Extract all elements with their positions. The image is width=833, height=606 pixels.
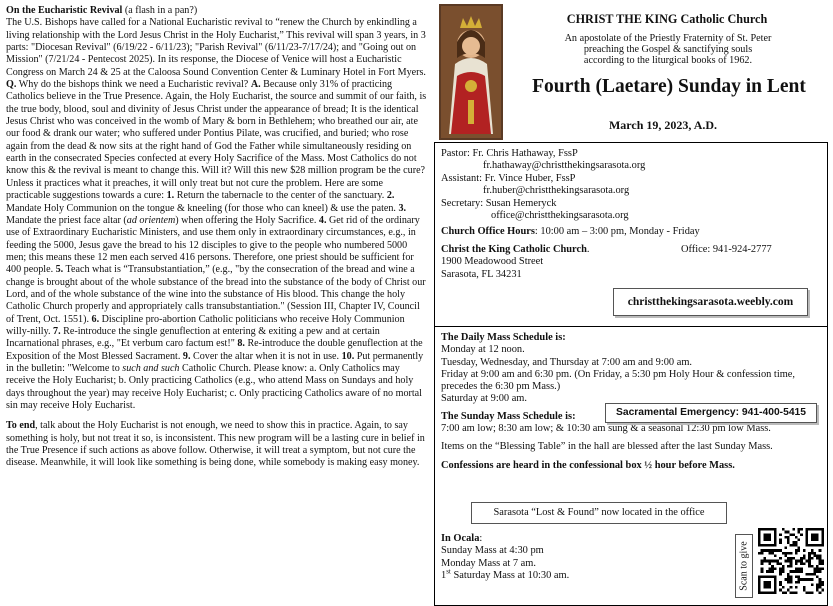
article-qa	[6, 79, 428, 412]
sunday-mass-title: The Sunday Mass Schedule is:	[441, 410, 576, 422]
bulletin-date: March 19, 2023, A.D.	[608, 118, 718, 132]
suggestion-italic: ad orientem	[126, 214, 176, 226]
secretary-line: Secretary: Susan Hemeryck	[441, 197, 557, 209]
ocala-title: In Ocala	[441, 533, 480, 544]
suggestion-text: ) when offering the Holy Sacrifice.	[175, 214, 319, 226]
suggestion-text: Re-introduce the single genuflection at entering & exiting a pew and at certain Incarnational phrases, e.g., "Et verbum caro factum est!"	[6, 325, 380, 350]
ocala-ordinal-suffix: st	[446, 567, 451, 576]
pastor-email[interactable]: fr.hathaway@christthekingsarasota.org	[483, 160, 646, 172]
ocala-line	[441, 567, 570, 582]
ocala-schedule	[441, 533, 569, 583]
suggestion-italic: such and such	[122, 362, 180, 374]
office-hours-value: : 10:00 am – 3:00 pm, Monday - Friday	[534, 226, 700, 238]
suggestion-text: Discipline pro-abortion Catholic politicians who receive Holy Communion willy-nilly.	[6, 313, 405, 337]
church-address-name: Christ the King Catholic Church	[441, 243, 587, 255]
schedule-box	[434, 327, 828, 606]
suggestion-number: 10.	[341, 350, 355, 362]
revival-article	[6, 5, 428, 470]
answer-text: Because only 31% of practicing Catholics believe in the True Presence. Again, the Holy Eucharist, the source and summit of our faith, is the true body, blood, soul and divinity of Jesus Christ under the appearance of bread; It is the identical Jesus Christ who was conceived in the womb of Mary & born in Bethlehem; who breathed our air, ate our food & drank our water; who suffered under Pontius Pilate, was crucified, and buried; who rose again from the dead & now sits at the right hand of God the Father while simultaneously residing on earth in the consecrated Species confected at every Holy Sacrifice of the Mass. Most Catholics do not know this & the revival is meant to change this. Will it? Will this new $28 million program be the cure? Unless it practices what it preaches, it will only treat but not cure the problem. Here are some practicable suggestions towards a cure:	[6, 79, 427, 202]
subtitle-line: preaching the Gospel & sanctifying souls	[583, 44, 753, 56]
subtitle-line: according to the liturgical books of 1962.	[583, 55, 753, 67]
suggestion-text: Return the tabernacle to the center of the sanctuary.	[174, 190, 387, 202]
subtitle-line: An apostolate of the Priestly Fraternity of St. Peter	[564, 33, 772, 44]
conclusion-label: To end	[6, 420, 36, 432]
website-link[interactable]: christthekingsarasota.weebly.com	[613, 288, 808, 316]
ocala-saturday-text: Saturday Mass at 10:30 am.	[450, 570, 570, 582]
daily-mass-title: The Daily Mass Schedule is:	[441, 332, 566, 343]
office-hours	[441, 226, 827, 238]
article-conclusion	[6, 420, 428, 469]
suggestion-number: 7.	[53, 325, 61, 337]
donation-qr-code[interactable]	[758, 528, 824, 594]
suggestion-number: 3.	[398, 202, 407, 214]
suggestion-number: 5.	[55, 264, 64, 276]
article-intro	[6, 5, 428, 79]
pastor-line: Pastor: Fr. Chris Hathaway, FssP	[441, 148, 578, 159]
suggestion-number: 1.	[166, 190, 175, 202]
liturgical-day: Fourth (Laetare) Sunday in Lent	[532, 76, 806, 97]
suggestion-text: Get rid of the ordinary use of Extraordinary Eucharistic Ministers, and use them only in extraordinary circumstances, e.g., in feeding the 5000, Jesus gave the bread to his 12 disciples to give to the people who numbered 5000 men; this means these 12 men each served 416 persons. Therefore, one priest should be sufficient for 400 people.	[6, 214, 420, 276]
daily-mass-line: Tuesday, Wednesday, and Thursday at 7:00 am and 9:00 am.	[441, 356, 692, 368]
ocala-ordinal-number: 1	[441, 570, 447, 582]
article-title: On the Eucharistic Revival	[6, 5, 123, 16]
sunday-mass-line: 7:00 am low; 8:30 am low; & 10:30 am sung & a seasonal 12:30 pm low Mass.	[441, 423, 771, 435]
suggestion-text: Re-introduce the double genuflection at the Exposition of the Most Blessed Sacrament.	[6, 338, 423, 362]
secretary-email[interactable]: office@christthekingsarasota.org	[491, 210, 629, 222]
assistant-email[interactable]: fr.huber@christthekingsarasota.org	[483, 185, 630, 197]
office-hours-label: Church Office Hours	[441, 226, 535, 238]
daily-mass-line: Monday at 12 noon.	[441, 344, 525, 356]
church-address-dot: .	[586, 243, 590, 255]
conclusion-text: , talk about the Holy Eucharist is not enough, we need to show this in practice. Again, to say something is holy, but not treat it so, is inconsistent. This new program will be a lasting cure in belief in the True Presence if such actions as above follow. Otherwise, it will treat a symptom, but not cure the disease. Meanwhile, it will look like something is being done, while somebody is making easy money.	[6, 420, 425, 469]
christ-the-king-image	[439, 4, 503, 140]
contact-info-box	[434, 142, 828, 327]
office-phone: Office: 941-924-2777	[681, 243, 772, 255]
suggestion-text: Mandate the priest face altar (	[6, 214, 127, 226]
suggestion-number: 9.	[182, 350, 191, 362]
ocala-line: Monday Mass at 7 am.	[441, 557, 536, 569]
blessing-note: Items on the “Blessing Table” in the hall are blessed after the last Sunday Mass.	[441, 441, 773, 453]
address-line: Sarasota, FL 34231	[441, 268, 522, 280]
ocala-line: Sunday Mass at 4:30 pm	[441, 545, 544, 557]
parish-info-column	[433, 2, 829, 591]
answer-label: A.	[250, 79, 261, 91]
article-title-note: (a flash in a pan?)	[122, 5, 198, 16]
suggestion-text: Cover the altar when it is not in use.	[190, 350, 342, 362]
daily-mass-line: Friday at 9:00 am and 6:30 pm. (On Friday, a 5:30 pm Holy Hour & confession time, precedes the 6:30 pm Mass.)	[441, 368, 796, 393]
confessions-note: Confessions are heard in the confessional box ½ hour before Mass.	[441, 459, 735, 471]
lost-and-found-notice: Sarasota “Lost & Found” now located in the office	[471, 502, 727, 524]
bulletin-header	[433, 2, 829, 140]
scan-to-give-label	[735, 534, 753, 598]
suggestion-text: Put permanently in the bulletin: "Welcome to	[6, 350, 424, 374]
suggestion-text: Mandate Holy Communion on the tongue & kneeling (for those who can kneel) & use the paten.	[6, 202, 399, 214]
assistant-line: Assistant: Fr. Vince Huber, FssP	[441, 172, 576, 184]
suggestion-number: 2.	[386, 190, 395, 202]
suggestion-number: 6.	[91, 313, 100, 325]
scan-to-give-text: Scan to give	[738, 541, 750, 591]
church-name: CHRIST THE KING Catholic Church	[566, 12, 768, 26]
sacramental-emergency: Sacramental Emergency: 941-400-5415	[605, 403, 817, 423]
church-address-heading	[441, 244, 827, 256]
suggestion-number: 8.	[237, 338, 245, 350]
suggestion-text: Catholic Church. Please know: a. Only Catholics may receive the Holy Eucharist; b. Only practicing Catholics (e.g., who attend Mass on Sundays and holy days throughout the year) may receive Holy Eucharist; c. Only practicing Catholics aware of no mortal sin may receive Holy Eucharist.	[6, 362, 422, 411]
question-label: Q.	[6, 79, 17, 91]
suggestion-number: 4.	[318, 214, 327, 226]
article-intro-text: The U.S. Bishops have called for a National Eucharistic revival to “renew the Church by enkindling a living relationship with the Lord Jesus Christ in the Holy Eucharist,” This revival will span 3 years, in 3 parts: "Diocesan Revival" (6/19/22 - 6/11/23); "Parish Revival" (6/11/23-7/17/24); and "Going out on Mission" (7/21/24 - Pentecost 2025). In its response, the Diocese of Venice will host a Eucharistic Congress on March 24 & 25 at the Caloosa Sound Convention Center & Luminary Hotel in Fort Myers.	[6, 17, 426, 78]
daily-mass-line: Saturday at 9:00 am.	[441, 393, 527, 405]
address-line: 1900 Meadowood Street	[441, 256, 544, 268]
suggestion-text: Teach what is “Transubstantiation,” (e.g., "by the consecration of the bread and wine a change is brought about of the whole substance of the bread into the substance of the body of Christ our Lord, and of the whole substance of the wine into the substance of His blood. This change the holy Catholic Church properly and appropriately calls transubstantiation." (Session III, Chapter IV, Council of Trent, Oct. 1551).	[6, 264, 426, 325]
church-subtitle	[523, 33, 813, 67]
ocala-colon: :	[479, 533, 483, 544]
question-text: Why do the bishops think we need a Eucharistic revival?	[16, 79, 251, 91]
